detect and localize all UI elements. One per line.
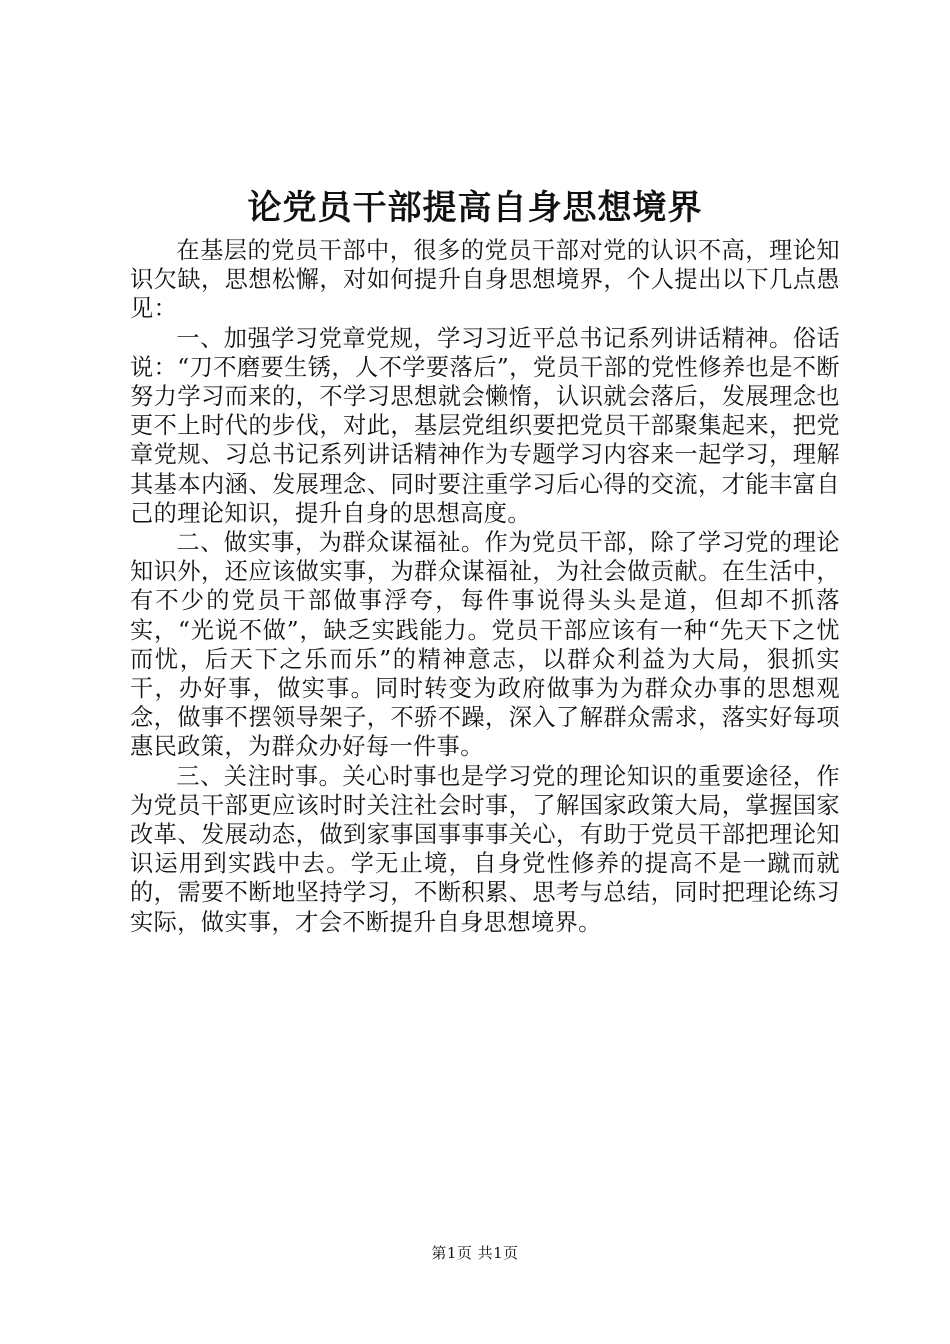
paragraph-point-3: 三、关注时事。关心时事也是学习党的理论知识的重要途径，作为党员干部更应该时时关注社会时事，了解国家政策大局，掌握国家改革、发展动态，做到家事国事事事关心，有助于党员干部把理论知识运用到实践中去。学无止境，自身党性修养的提高不是一蹴而就的，需要不断地坚持学习，不断积累、思考与总结，同时把理论练习实际，做实事，才会不断提升自身思想境界。 bbox=[130, 762, 840, 936]
document-title: 论党员干部提高自身思想境界 bbox=[247, 188, 703, 228]
paragraph-intro: 在基层的党员干部中，很多的党员干部对党的认识不高，理论知识欠缺，思想松懈，对如何提升自身思想境界，个人提出以下几点愚见： bbox=[130, 237, 840, 323]
page-footer: 第1页 共1页 bbox=[431, 1244, 519, 1262]
paragraph-point-2: 二、做实事，为群众谋福祉。作为党员干部，除了学习党的理论知识外，还应该做实事，为群众谋福祉，为社会做贡献。在生活中，有不少的党员干部做事浮夸，每件事说得头头是道，但却不抓落实，“光说不做”，缺乏实践能力。党员干部应该有一种“先天下之忧而忧，后天下之乐而乐”的精神意志，以群众利益为大局，狠抓实干，办好事，做实事。同时转变为政府做事为为群众办事的思想观念，做事不摆领导架子，不骄不躁，深入了解群众需求，落实好每项惠民政策，为群众办好每一件事。 bbox=[130, 529, 840, 761]
paragraph-point-1: 一、加强学习党章党规，学习习近平总书记系列讲话精神。俗话说：“刀不磨要生锈，人不学要落后”，党员干部的党性修养也是不断努力学习而来的，不学习思想就会懒惰，认识就会落后，发展理念也更不上时代的步伐，对此，基层党组织要把党员干部聚集起来，把党章党规、习总书记系列讲话精神作为专题学习内容来一起学习，理解其基本内涵、发展理念、同时要注重学习后心得的交流，才能丰富自己的理论知识，提升自身的思想高度。 bbox=[130, 324, 840, 527]
document-body bbox=[130, 236, 840, 937]
